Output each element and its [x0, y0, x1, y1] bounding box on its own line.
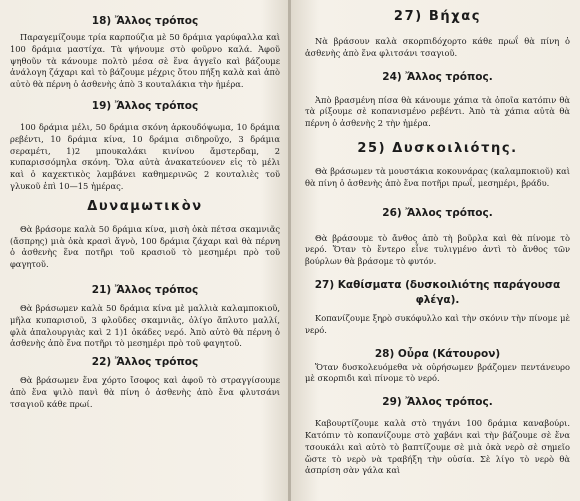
urine-text: Ὅταν δυσκολευόμεθα νὰ οὐρήσωμεν βράζομεν πεντάνευρο μὲ σκορπιδι καὶ πίνομε τὸ νερό.: [305, 361, 570, 384]
recipe-29-heading: 29) Ἄλλος τρόπος.: [382, 396, 493, 409]
recipe-27-heading: 27) Καθίσματα (δυσκοιλιότης παράγουσα φλέγα).: [314, 278, 561, 306]
recipe-18-heading: 18) Ἄλλος τρόπος: [91, 15, 199, 27]
recipe-27-text: Κοπανίζουμε ξηρὸ συκόφυλλο καὶ τὴν σκόνιν τὴν πίνομε μὲ νερό.: [305, 312, 570, 335]
cough-heading: 27) Βήχας: [393, 9, 482, 24]
recipe-26-text: Θὰ βράσουμε τὸ ἄνθος ἀπὸ τὴ βοῦρλα καὶ θὰ πίνομε τὸ νερό. Ὅταν τὸ ἔντερο εἶνε τυλιγμένο ἀντὶ τὸ ἄνθος τῶν βούρλων θὰ βράσομε τὸ φυτόν.: [305, 232, 570, 267]
recipe-21-heading: 21) Ἄλλος τρόπος: [91, 283, 199, 296]
constipation-text: Θὰ βράσωμεν τὰ μουστάκια κοκουνάρας (καλαμποκιοῦ) καὶ θὰ πίνη ὁ ἀσθενὴς ἀπὸ ἕνα ποτῆρι πρωΐ, μεσημέρι, βράδυ.: [305, 165, 570, 188]
constipation-heading: 25) Δυσκοιλιότης.: [357, 140, 518, 156]
recipe-29-text: Καβουρτίζουμε καλὰ στὸ τηγάνι 100 δράμια καναβούρι. Κατόπιν τὸ κοπανίζουμε στὸ χαβάνι καὶ τὴν βάζουμε σὲ ἕνα τσουκάλι καὶ αὐτὸ τὸ βαπτίζουμε σὲ μιὰ ὀκὰ νερὸ σὲ σημεῖο ὥστε τὸ νερὸ νὰ τραβήξη τὴν οὐσία. Σὲ λίγο τὸ νερὸ θὰ ἀσπρίση σὰν γάλα καὶ: [305, 418, 570, 476]
recipe-26-heading: 26) Ἄλλος τρόπος.: [382, 206, 493, 219]
right-page: [291, 0, 580, 501]
recipe-24-heading: 24) Ἄλλος τρόπος.: [382, 70, 493, 83]
recipe-22-heading: 22) Ἄλλος τρόπος: [91, 356, 199, 369]
left-page: [0, 0, 288, 501]
recipe-19-text: 100 δράμια μέλι, 50 δράμια σκόνη ἀρκουδόψωμα, 10 δράμια ρεβέντι, 10 δράμια κίνα, 10 δράμια σιδηροῦχο, 3 δράμια σεραμέτι, 1)2 μπουκαλάκι κινίνου ἄμστερδαμ, 2 κυπαρισσόμηλα σκόνη. Ὅλα αὐτὰ ἀνακατεύονεν εἰς τὸ μέλι καὶ ὁ καχεκτικὸς λαμβάνει καθημερινῶς 2 κουταλιὲς τοῦ γλυκοῦ ἐπὶ 10—15 ἡμέρας.: [10, 121, 280, 191]
cough-text: Νὰ βράσουν καλὰ σκορπιδόχορτο κάθε πρωΐ θὰ πίνη ὁ ἀσθενὴς ἀπὸ ἕνα φλιτσάνι τσαγιοῦ.: [305, 36, 570, 58]
recipe-19-heading: 19) Ἄλλος τρόπος: [91, 99, 199, 112]
urine-heading: 28) Οὖρα (Κάτουρον): [374, 347, 501, 360]
recipe-22-text: Θὰ βράσωμεν ἕνα χόρτο ἴσοφος καὶ ἀφοῦ τὸ στραγγίσουμε ἀπὸ ἕνα ψιλὸ πανὶ θὰ πίνη ὁ ἀσθενὴς ἀπὸ ἕνα φλυτσάνι τσαγιοῦ κάθε πρωί.: [10, 375, 280, 409]
recipe-24-text: Ἀπὸ βρασμένη πίσα θὰ κάνουμε χάπια τὰ ὁποῖα κατόπιν θὰ τὰ ρίξουμε σὲ κοπανισμένο ρεβέντι. Ἀπὸ τὰ χάπια αὐτὰ θὰ πέρνη ὁ ἀσθενὴς 2 τὴν ἡμέρα.: [305, 94, 570, 129]
section-title-tonic: Δυναμωτικὸν: [87, 198, 203, 214]
recipe-21-text: Θὰ βράσωμεν καλὰ 50 δράμια κίνα μὲ μαλλιὰ καλαμποκιοῦ, μῆλα κυπαρισιοῦ, 3 φλοῦδες σκαμνιᾶς, ὀλίγο ἄπλυτο μαλλί, φλὰ ἀπαλουργιὰς καὶ 2 1)1 ὀκάδες νερό. Ἀπὸ αὐτὸ θὰ πέρνη ὁ ἀσθενὴς ἀπὸ ἕνα ποτῆρι τὸ μεσημέρι πρὸ τοῦ φαγητοῦ.: [10, 302, 280, 349]
recipe-18-text: Παραγεμίζουμε τρία καρπούζια μὲ 50 δράμια γαρύφαλλα καὶ 100 δράμια μαστίχα. Τὰ ψήνουμε στὸ φοῦρνο καλά. Ἀφοῦ ψηθοῦν τὰ κάνουμε πολτὸ μέσα σὲ ἕνα ἀγγεῖο καὶ βάζουμε ἀνάλογη ζάχαρι καὶ τὸ βάζουμε μέχρις ὅτου πήξη καλὰ καὶ ἀπὸ αὐτὸ θὰ πέρνη ὁ ἀσθενὴς ἀπὸ 3 κουταλάκια τὴν ἡμέρα.: [10, 32, 280, 90]
tonic-text: Θὰ βράσομε καλὰ 50 δράμια κίνα, μισὴ ὀκὰ πέτσα σκαμνιᾶς (ἄσπρης) μιὰ ὀκὰ κρασὶ ἄγνὸ, 100 δράμια ζάχαρι καὶ θὰ πέρνη ὁ ἀσθενὴς ἕνα ποτῆρι τοῦ κρασιοῦ τὸ μεσημέρι πρὸ τοῦ φαγητοῦ.: [10, 223, 280, 270]
